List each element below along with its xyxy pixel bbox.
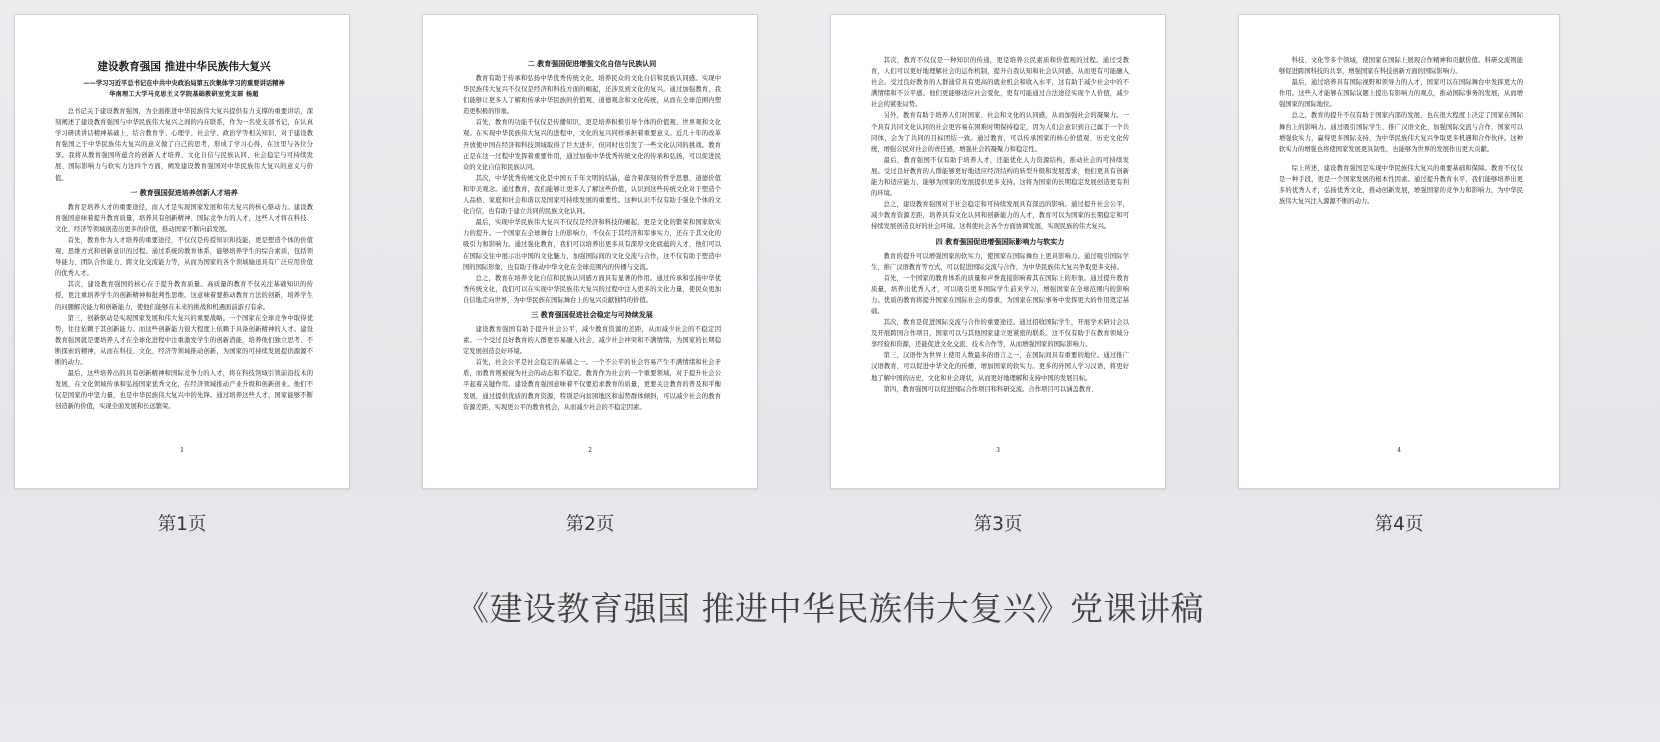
paragraph: 综上所述，建设教育强国是实现中华民族伟大复兴的重要基础和保障。教育不仅仅是一种手段，更是一个国家发展的根本性因素。通过提升教育水平，我们能够培养出更多的优秀人才，弘扬优秀文化，推动创新发展，增强国家的竞争力和影响力，为中华民族伟大复兴注入源源不断的动力。 [1279,164,1523,206]
page-caption: 第4页 [1374,514,1424,535]
page-caption: 第2页 [565,514,615,535]
paragraph: 最后，通过培养具有国际视野和领导力的人才，国家可以在国际舞台中发挥更大的作用。这些人才能够在国际议题上提出有影响力的观点，推动国际事务的发展，从而增强国家的国际地位。 [1279,79,1523,109]
paragraph: 首先，一个国家的教育体系的质量和声誉直接影响着其在国际上的形象。通过提升教育质量，培养出优秀人才，可以吸引更多国际学生前来学习，增强国家在全球范围内的影响力。优质的教育将提升国家在国际社会的尊重，为国家在国际事务中发挥更大的作用奠定基础。 [871,274,1129,315]
paragraph: 其次，教育是促进国际交流与合作的重要途径。通过招收国际学生，开展学术研讨会以及开展跨国合作项目，国家可以与其他国家建立更紧密的联系。这不仅有助于在教育领域分享经验和资源，还能促进文化交流、技术合作等，从而增强国家的国际影响力。 [871,319,1129,349]
paragraph: 其次，建设教育强国的核心在于提升教育质量。高质量的教育不仅关注基础知识的传授，更注重培养学生的创新精神和批判性思维。这意味着要推动教育方法的创新，培养学生的问题解决能力和创新能力，使他们能够在未来的挑战和机遇面前游刃有余。 [55,281,313,311]
page-thumbnail[interactable] [14,14,350,489]
page-number: 3 [996,447,1000,454]
paragraph: 科技、文化等多个领域，使国家在国际上展现合作精神和贡献价值。科研交流则能够促进跨国科技的共享，增强国家在科技创新方面的国际影响力。 [1279,57,1523,76]
paragraph: 总之，教育的提升不仅有助于国家内部的发展，也在很大程度上决定了国家在国际舞台上的影响力。通过吸引国际学生、推广汉语文化、加强国际交流与合作，国家可以增强软实力，赢得更多国际支持，为中华民族伟大复兴争取更多机遇和合作伙伴。这种软实力的增强也将使国家发展更具韧性，也能够为世界的发展作出更大贡献。 [1279,112,1523,153]
section-heading: 一 教育强国促进培养创新人才培养 [130,187,238,197]
page-number: 4 [1397,447,1401,454]
section-heading: 三 教育强国促进社会稳定与可持续发展 [531,309,653,319]
page-thumbnail[interactable] [422,14,758,489]
paragraph: 建设教育强国有助于提升社会公平，减少教育资源的差距，从而减少社会的不稳定因素。一个受过良好教育的人群更容易融入社会，减少社会冲突和不满情绪，为国家的长期稳定发展创造良好环境。 [463,325,721,356]
paragraph: 另外，教育有助于培养人们对国家、社会和文化的认同感，从而加强社会的凝聚力。一个具有共同文化认同的社会更容易在困难时期保持稳定，因为人们会意识到自己属于一个共同体，会为了共同的目标团结一致。通过教育，可以传承国家的核心价值观、历史文化传统，增强公民对社会的责任感，增强社会的凝聚力和稳定性。 [871,112,1129,153]
page-number: 1 [180,447,184,454]
paragraph: 总之，教育在培养文化自信和民族认同感方面具有显著的作用。通过传承和弘扬中华优秀传统文化，我们可以在实现中华民族伟大复兴的过程中注入更多的文化力量，使民众更加自信地走向世界，为中华民族在国际舞台上的复兴贡献独特的价值。 [463,274,721,304]
paragraph: 最后，实现中华民族伟大复兴不仅仅是经济和科技的崛起，更是文化的繁荣和国家软实力的提升。一个国家在全球舞台上的影响力，不仅在于其经济和军事实力，还在于其文化的吸引力和影响力。通过强化教育，我们可以培养出更多具有深厚文化底蕴的人才，他们可以在国际交往中展示出中国的文化魅力，加强国际间的文化交流与合作，这不仅有助于塑造中国的国际形象，也有助于推动中华文化在全球范围内的传播与交流。 [463,219,721,271]
paragraph: 首先，社会公平是社会稳定的基础之一。一个不公平的社会容易产生不满情绪和社会矛盾，而教育则被视为社会的动态和不稳定。教育作为社会的一个重要领域，对于提升社会公平起着关键作用。建设教育强国意味着不仅要追求教育的质量，更要关注教育的普及和平衡发展，通过提供优质的教育资源，特别是向贫困地区和弱势群体倾斜，可以减少社会的教育资源差距，实现更公平的教育机会，从而减少社会的不稳定因素。 [463,359,721,411]
page-content [423,15,757,413]
section-heading: 二 教育强国促进增强文化自信与民族认同 [527,59,657,68]
paragraph: 第三，汉语作为世界上使用人数最多的语言之一，在国际间具有重要的地位。通过推广汉语教育，可以促进中华文化的传播，增加国家的软实力。更多的外国人学习汉语，将更好地了解中国的历史、文化和社会现状，从而更好地理解和支持中国的发展目标。 [871,352,1129,382]
document-heading: 建设教育强国 推进中华民族伟大复兴 [97,61,271,73]
paragraph: 首先，教育作为人才培养的重要途径，不仅仅是传授知识和技能，更是塑造个体的价值观、思维方式和创新意识的过程。通过系统的教育体系，能够培养学生的综合素质，包括领导能力、团队合作能力、跨文化交流能力等，从而为国家的各个领域输送具有广泛应用价值的优秀人才。 [55,236,313,278]
document-title: 《建设教育强国 推进中华民族伟大复兴》党课讲稿 [456,589,1204,628]
page-content [831,15,1165,395]
paragraph: 教育是培养人才的重要途径，而人才是实现国家发展和伟大复兴的核心驱动力。建设教育强国意味着提升教育质量，培养具有创新精神、国际竞争力的人才，这些人才将在科技、文化、经济等领域创造出更多的价值，推动国家不断向前发展。 [55,203,313,233]
page-thumbnail[interactable] [1238,14,1560,489]
page-thumbnail[interactable] [830,14,1166,489]
paragraph: 总书记关于建设教育强国，为全面推进中华民族伟大复兴提供有力支撑的重要讲话，深刻阐述了建设教育强国与中华民族伟大复兴之间的内在联系，作为一名党支部书记，在认真学习研读讲话精神基础上，结合教育学、心理学、社会学、政治学等相关知识，对于建设教育强国之于中华民族伟大复兴的意义做了自己的思考，形成了学习心得，在这里与各位分享。我将从教育强国所蕴含的创新人才培养、文化自信与民族认同、社会稳定与可持续发展、国际影响力与软实力这四个方面，阐发建设教育强国对中华民族伟大复兴的意义与价值。 [55,108,313,182]
paragraph: 第四，教育强国可以促进国际合作项目和科研交流。合作项目可以涵盖教育、 [883,385,1098,393]
paragraph: 最后，这些培养出的具有创新精神和国际竞争力的人才，将在科技领域引领前沿技术的发展，在文化领域传承和弘扬国家优秀文化，在经济领域推动产业升级和创新创业。他们不仅是国家的中坚力量，也是中华民族伟大复兴中的先锋。通过培养这些人才，国家能够不断创造新的价值，实现全面发展和长远繁荣。 [55,370,313,411]
paragraph: 总之，建设教育强国对于社会稳定和可持续发展具有深远的影响。通过提升社会公平，减少教育资源差距，培养具有文化认同和创新能力的人才，教育可以为国家的长期稳定和可持续发展创造良好的社会环境。这将使社会各个方面协调发展，实现民族的伟大复兴。 [871,201,1129,231]
paragraph: 教育有助于传承和弘扬中华优秀传统文化，培养民众的文化自信和民族认同感。实现中华民族伟大复兴不仅仅是经济和科技方面的崛起，还涉及到文化的复兴。通过加强教育，我们能够让更多人了解和传承中华民族的价值观、道德观念和文化传统，从而在全球范围内塑造更积极的形象。 [463,75,721,116]
paragraph: 第三，创新驱动是实现国家发展和伟大复兴的重要战略。一个国家在全球竞争中取得优势，往往依赖于其创新能力。而这些创新能力很大程度上依赖于具备创新精神的人才。建设教育强国就是要培养人才在全球化进程中注重激发学生的创新潜能，培养他们独立思考、不断探索的精神，从而在科技、文化、经济等领域推动创新，为国家的可持续发展提供源源不断的动力。 [55,314,313,366]
page-caption: 第3页 [973,514,1023,535]
paragraph: 教育的提升可以增强国家的软实力，使国家在国际舞台上更具影响力。通过吸引国际学生、推广汉语教育等方式，可以促进国际交流与合作，为中华民族伟大复兴争取更多支持。 [871,252,1129,271]
paragraph: 其次，教育不仅仅是一种知识的传递，更是培养公民素质和价值观的过程。通过受教育，人们可以更好地理解社会的运作机制，提升自我认知和社会认同感，从而更有可能融入社会。受过良好教育的人群通常具有更高的就业机会和收入水平，这有助于减少社会中的不满情绪和不公平感。他们更能够适应社会变化，更有可能通过合法途径实现个人价值，减少社会的紧张局势。 [871,57,1129,109]
paragraph: 其次，中华优秀传统文化是中国五千年文明的结晶，蕴含着深刻的哲学思想、道德价值和审美观念。通过教育，我们能够让更多人了解这些价值，认识到这些传统文化对于塑造个人品格、家庭和社会和谐以及国家可持续发展的重要性。这种认识不仅有助于强化个体的文化自信，也有助于建立共同的民族文化认同。 [463,174,721,216]
document-subtitle: ——学习习近平总书记在中共中央政治局第五次集体学习的重要讲话精神 [83,80,285,87]
section-heading: 四 教育强国促进增强国际影响力与软实力 [935,236,1065,246]
paragraph: 首先，教育的功能不仅仅是传播知识，更是培养积极引导个体的价值观、世界观和文化观。在实现中华民族伟大复兴的进程中，文化的复兴同样承担着重要意义。近几十年的改革开放使中国在经济和科技领域取得了巨大进步，但同时也引发了一些文化认同的挑战。教育正是在这一过程中发挥着重要作用，通过加强中华优秀传统文化的传承和弘扬，可以促进民众的文化自信和民族认同。 [463,119,721,171]
page-content [1239,15,1559,207]
page-number: 2 [588,447,592,454]
page-caption: 第1页 [157,514,207,535]
document-author: 华南理工大学马克思主义学院基础教研室党支部 杨超 [109,91,259,98]
paragraph: 最后，教育强国不仅有助于培养人才，还能优化人力资源结构，推动社会的可持续发展。受过良好教育的人群能够更好地适应经济结构的转型升级和发展需求，他们更具有创新能力和适应能力，能够为国家的发展提供更多支持。这将为国家的长期稳定发展创造更有利的环境。 [871,156,1129,198]
page-content [15,15,349,412]
